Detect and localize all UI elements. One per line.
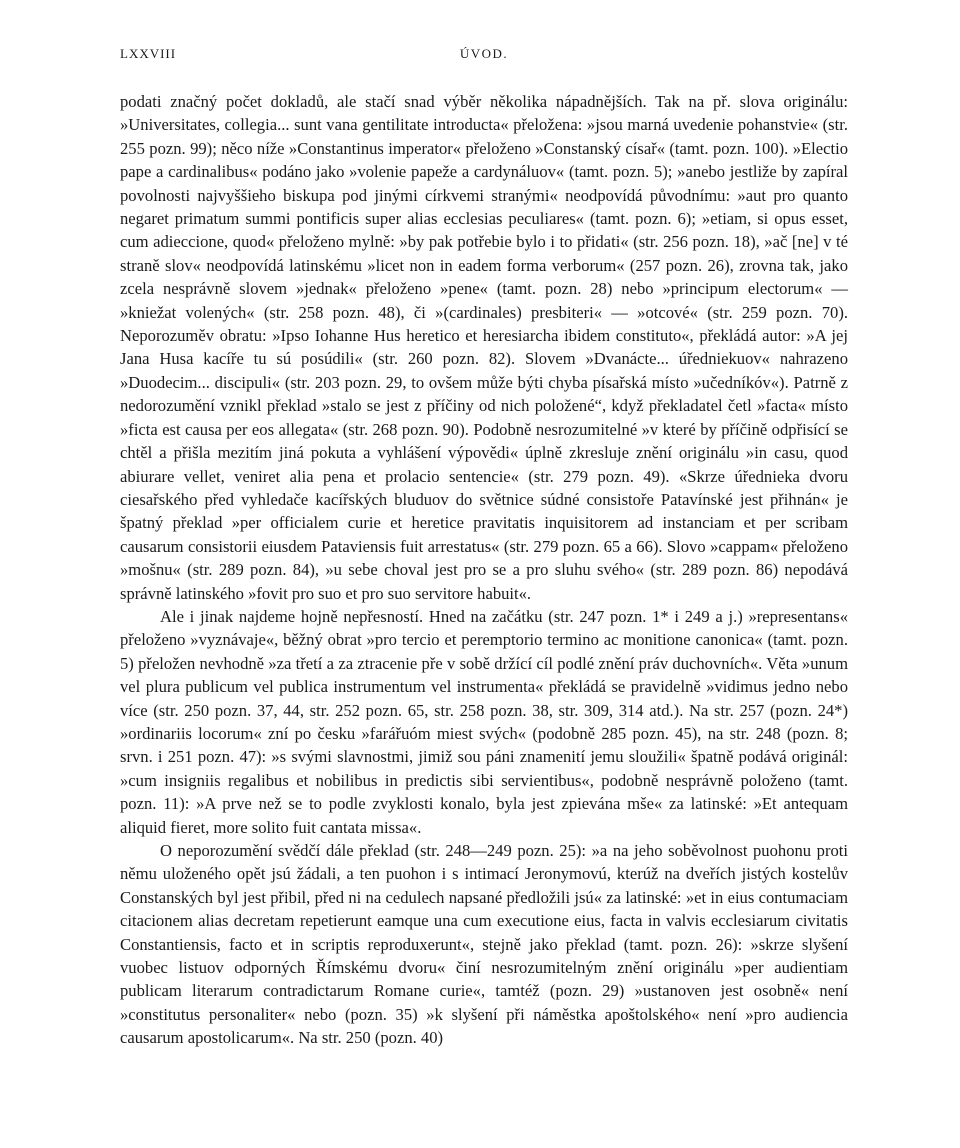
page-number: LXXVIII xyxy=(120,46,177,61)
paragraph-1: podati značný počet dokladů, ale stačí snad výběr několika nápadnějších. Tak na př. slova originálu: »Universitates, collegia... sunt vana gentilitate introducta« přeložena: »jsou marná uvedenie pohanstvie« (str. 255 pozn. 99); něco níže »Constantinus imperator« přeloženo »Constanský císař« (tamt. pozn. 100). »Electio pape a cardinalibus« podáno jako »volenie papeže a cardynáluov« (tamt. pozn. 5); »anebo jestliže by zapíral povolnosti najvyššieho biskupa pod jinými církvemi stranými« neodpovídá původnímu: »aut pro quanto negaret primatum summi pontificis super alias ecclesias peculiares« (tamt. pozn. 6); »etiam, si opus esset, cum adieccione, quod« přeloženo mylně: »by pak potřebie bylo i to přidati« (str. 256 pozn. 18), »ač [ne] v té straně slov« neodpovídá latinskému »licet non in eadem forma verborum« (257 pozn. 26), zrovna tak, jako zcela nesprávně slovem »jednak« přeloženo »pene« (tamt. pozn. 28) nebo »principum electorum« — »kniežat volených« (str. 258 pozn. 48), či »(cardinales) presbiteri« — »otcové« (str. 259 pozn. 70). Neporozuměv obratu: »Ipso Iohanne Hus heretico et heresiarcha ibidem constituto«, překládá autor: »A jej Jana Husa kacíře tu sú posúdili« (str. 260 pozn. 82). Slovem »Dvanácte... úředniekuov« nahrazeno »Duodecim... discipuli« (str. 203 pozn. 29, to ovšem může býti chyba písařská místo »učedníkóv«). Patrně z nedorozumění vznikl překlad »stalo se jest z příčiny od nich položené“, když překladatel četl »facta« místo »ficta est causa per eos allegata« (str. 268 pozn. 90). Podobně nesrozumitelné »v které by příčině odpřisící se chtěl a přišla mezitím jiná pokuta a vyhlášení výpovědi« úplně zkresluje znění originálu »in casu, quod abiurare vellet, veniret alia pena et prolacio sentencie« (str. 279 pozn. 49). «Skrze úřednieka dvoru ciesařského před vyhledače kacířských bluduov do světnice súdné consistoře Patavínské jest přihnán« je špatný překlad »per officialem curie et heretice pravitatis inquisitorem ad instanciam et per scribam causarum consistorii eiusdem Pataviensis fuit arrestatus« (str. 279 pozn. 65 a 66). Slovo »cappam« přeloženo »mošnu« (str. 289 pozn. 84), »u sebe choval jest pro se a pro sluhu svého« (str. 289 pozn. 86) nepodává správně latinského »fovit pro suo et pro suo servitore habuit«. xyxy=(120,92,848,603)
body-text xyxy=(120,90,848,1050)
running-title: ÚVOD. xyxy=(459,46,509,61)
paragraph-2: Ale i jinak najdeme hojně nepřesností. Hned na začátku (str. 247 pozn. 1* i 249 a j.) »representans« přeloženo »vyznávaje«, běžný obrat »pro tercio et peremptorio termino ac monitione canonica« (tamt. pozn. 5) přeložen nevhodně »za třetí a za ztracenie pře v sobě držící cíl podlé znění práv duchovních«. Věta »unum vel plura publicum vel publica instrumentum vel instrumenta« překládá se pravidelně »vidimus jedno nebo více (str. 250 pozn. 37, 44, str. 252 pozn. 65, str. 258 pozn. 38, str. 309, 314 atd.). Na str. 257 (pozn. 24*) »ordinariis locorum« zní po česku »farářuóm miest svých« (podobně 285 pozn. 45), na str. 248 (pozn. 8; srvn. i 251 pozn. 47): »s svými slavnostmi, jimiž sou páni znamenití jemu sloužili« špatně podává originál: »cum insigniis regalibus et nobilibus in predictis sibi servientibus«, podobně nesprávně položeno (tamt. pozn. 11): »A prve než se to podle zvyklosti konalo, byla jest zpievána mše« za latinské: »Et antequam aliquid fieret, more solito fuit cantata missa«. xyxy=(120,606,848,837)
document-page xyxy=(120,46,848,1050)
running-head xyxy=(120,46,848,68)
paragraph-3: O neporozumění svědčí dále překlad (str. 248—249 pozn. 25): »a na jeho soběvolnost puohonu proti němu uloženého opět jsú žádali, a ten puohon i s intimací Jeronymovú, kterúž na dveřích jistých kostelův Constanských byl jest přibil, před ni na cedulech napsané předložili jsú« za latinské: »et in eius contumaciam citacionem alias decretam repetierunt eamque una cum executione eius, facta in valvis ecclesiarum civitatis Constantiensis, facto et in scriptis reproduxerunt«, stejně jako překlad (tamt. pozn. 26): »skrze slyšení vuobec listuov odporných Římskému dvoru« činí nesrozumitelným znění originálu »per audientiam publicam literarum contradictarum Romane curie«, tamtéž (pozn. 29) »ustanoven jest osobně« není »constitutus personaliter« nebo (pozn. 35) »k slyšení při náměstka apoštolského« není »pro audiencia causarum apostolicarum«. Na str. 250 (pozn. 40) xyxy=(120,841,848,1048)
